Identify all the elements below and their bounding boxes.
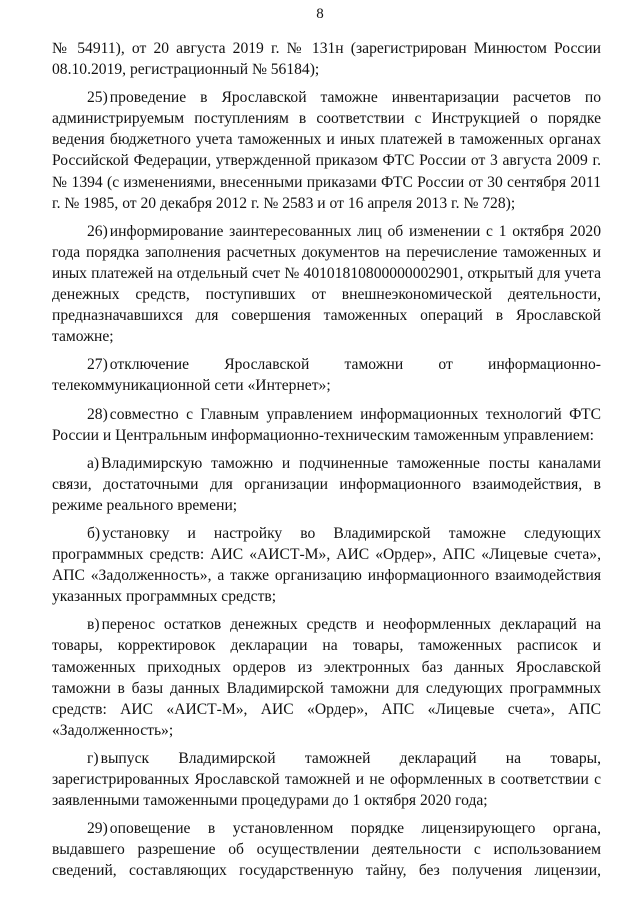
paragraph-text: отключение Ярославской таможни от информационно-телекоммуникационной сети «Интернет»; [52,356,601,395]
paragraph-text: информирование заинтересованных лиц об изменении с 1 октября 2020 года порядка заполнения расчетных документов на перечисление таможенных и иных платежей на отдельный счет № 40101810800000002901, открытый для учета денежных средств, поступивших от внешнеэкономической деятельности, предназначавшихся для совершения таможенных операций в Ярославской таможне; [52,222,601,346]
item-number: 29) [87,820,108,838]
paragraph-item-26 [52,221,601,348]
item-number: 25) [87,89,108,107]
paragraph-subitem-b [52,523,601,607]
paragraph-item-27 [52,354,601,396]
item-number: б) [87,524,101,542]
paragraph-text: проведение в Ярославской таможне инвентаризации расчетов по администрируемым поступлениям в соответствии с Инструкцией о порядке ведения бюджетного учета таможенных и иных платежей в таможенных органах Российской Федерации, утвержденной приказом ФТС России от 3 августа 2009 г. № 1394 (с изменениями, внесенными приказами ФТС России от 30 сентября 2011 г. № 1985, от 20 декабря 2012 г. № 2583 и от 16 апреля 2013 г. № 728); [52,89,601,212]
paragraph-text: перенос остатков денежных средств и неоформленных деклараций на товары, корректировок декларации на товары, таможенных расписок и таможенных приходных ордеров из электронных баз данных Ярославской таможни в базы данных Владимирской таможни для следующих программных средств: АИС «АИСТ-М», АИС «Ордер», АПС «Лицевые счета», АПС «Задолженность»; [52,616,601,739]
paragraph-text: выпуск Владимирской таможней деклараций на товары, зарегистрированных Ярославской таможней и не оформленных в соответствии с заявленными таможенными процедурами до 1 октября 2020 года; [52,749,601,810]
paragraph-item-28 [52,404,601,446]
item-number: 26) [87,222,108,240]
paragraph-text: установку и настройку во Владимирской таможне следующих программных средств: АИС «АИСТ-М», АИС «Ордер», АПС «Лицевые счета», АПС «Задолженность», а также организацию информационного взаимодействия указанных программных средств; [52,524,601,606]
paragraph-item-25 [52,87,601,214]
item-number: 27) [87,356,108,374]
page-number: 8 [316,6,324,22]
item-number: а) [87,454,100,472]
paragraph-text: совместно с Главным управлением информационных технологий ФТС России и Центральным информационно-техническим таможенным управлением: [52,405,601,444]
paragraph-item-29 [52,818,601,881]
paragraph-subitem-g [52,748,601,811]
paragraph-subitem-a [52,453,601,516]
item-number: 28) [87,405,108,423]
paragraph-continuation [52,38,601,80]
paragraph-text: оповещение в установленном порядке лицензирующего органа, выдавшего разрешение об осуществлении деятельности с использованием сведений, составляющих государственную тайну, без получения лицензии, [52,820,601,880]
item-number: г) [87,749,99,767]
item-number: в) [87,616,100,634]
paragraph-text: № 54911), от 20 августа 2019 г. № 131н (зарегистрирован Минюстом России 08.10.2019, регистрационный № 56184); [52,40,601,79]
document-body [52,38,601,881]
paragraph-text: Владимирскую таможню и подчиненные таможенные посты каналами связи, достаточными для организации информационного взаимодействия, в режиме реального времени; [52,454,601,514]
paragraph-subitem-v [52,614,601,741]
